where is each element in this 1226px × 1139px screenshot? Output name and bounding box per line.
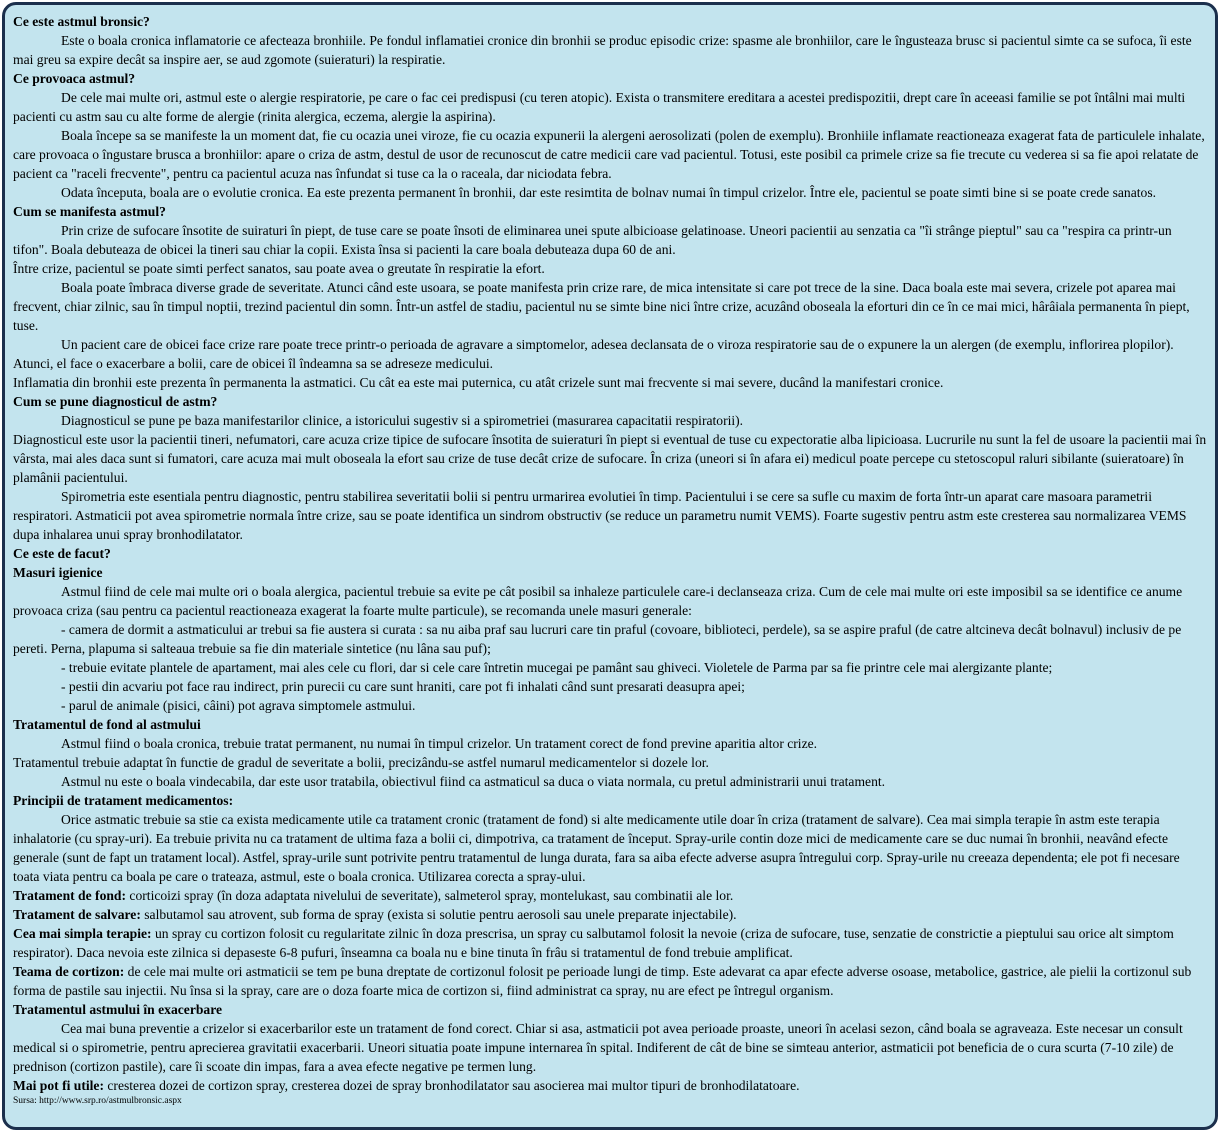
section-heading: Ce este de facut? xyxy=(13,546,111,561)
paragraph-label: Cea mai simpla terapie: xyxy=(13,926,152,941)
section-heading: Principii de tratament medicamentos: xyxy=(13,793,234,808)
paragraph: Cea mai buna preventie a crizelor si exacerbarilor este un tratament de fond corect. Chiar si asa, astmaticii pot avea perioade proaste, uneori în acelasi sezon, când boala se agraveaza. Este necesar un consult medical si o spirometrie, pentru aprecierea gravitatii exacerbarii. Uneori situatia poate impune internarea în spital. Indiferent de cât de bine se simteau anterior, astmaticii pot beneficia de o cura scurta (7-10 zile) de prednison (cortizon pastile), care îi scoate din impas, fara a avea efecte negative pe termen lung. xyxy=(13,1021,1183,1074)
paragraph: - camera de dormit a astmaticului ar trebui sa fie austera si curata : sa nu aiba praf sau lucruri care tin praful (covoare, biblioteci, perdele), sa se aspire praful (de catre altcineva decât bolnavul) inclusiv de pe pereti. Perna, plapuma si salteaua trebuie sa fie din materiale sintetice (nu lâna sau puf); xyxy=(13,622,1182,656)
paragraph: Astmul nu este o boala vindecabila, dar este usor tratabila, obiectivul fiind ca astmaticul sa duca o viata normala, cu pretul administrarii unui tratament. xyxy=(61,774,886,789)
section-heading: Tratamentul de fond al astmului xyxy=(13,717,201,732)
section-heading: Tratamentul astmului în exacerbare xyxy=(13,1002,223,1017)
paragraph: Este o boala cronica inflamatorie ce afecteaza bronhiile. Pe fondul inflamatiei cronice din bronhii se produc episodic crize: spasme ale bronhiilor, care le îngusteaza brusc si pacientul simte ca se sufoca, îi este mai greu sa expire decât sa inspire aer, se aud zgomote (suieraturi) la respiratie. xyxy=(13,33,1192,67)
paragraph-text: un spray cu cortizon folosit cu regularitate zilnic în doza prescrisa, un spray cu salbutamol folosit la nevoie (criza de sufocare, tuse, senzatie de constrictie a pieptului sau orice alt simptom respirator). Daca nevoia este zilnica si depaseste 6-8 pufuri, înseamna ca boala nu e bine tinuta în frâu si tratamentul de fond trebuie amplificat. xyxy=(13,926,1174,960)
paragraph-text: corticoizi spray (în doza adaptata nivelului de severitate), salmeterol spray, montelukast, sau combinatii ale lor. xyxy=(126,888,734,903)
section-heading: Masuri igienice xyxy=(13,565,103,580)
section-heading: Ce este astmul bronsic? xyxy=(13,14,150,29)
labeled-paragraph xyxy=(13,924,1208,962)
section-heading: Ce provoaca astmul? xyxy=(13,71,136,86)
paragraph-label: Tratament de salvare: xyxy=(13,907,141,922)
paragraph: Un pacient care de obicei face crize rare poate trece printr-o perioada de agravare a simptomelor, adesea declansata de o viroza respiratorie sau de o expunere la un alergen (de exemplu, inflorirea plopilor). Atunci, el face o exacerbare a bolii, care de obicei îl îndeamna sa se adreseze medicului. xyxy=(13,337,1174,371)
paragraph-label: Teama de cortizon: xyxy=(13,964,125,979)
paragraph: Tratamentul trebuie adaptat în functie de gradul de severitate a bolii, precizându-se astfel numarul medicamentelor si dozele lor. xyxy=(13,755,709,770)
paragraph: Odata începuta, boala are o evolutie cronica. Ea este prezenta permanent în bronhii, dar este resimtita de bolnav numai în timpul crizelor. Între ele, pacientul se poate simti bine si se poate crede sanatos. xyxy=(61,185,1157,200)
article-panel xyxy=(2,2,1218,1130)
paragraph: - parul de animale (pisici, câini) pot agrava simptomele astmului. xyxy=(61,698,416,713)
paragraph: Astmul fiind o boala cronica, trebuie tratat permanent, nu numai în timpul crizelor. Un tratament corect de fond previne aparitia altor crize. xyxy=(61,736,818,751)
source-note: Sursa: http://www.srp.ro/astmulbronsic.aspx xyxy=(13,1096,182,1106)
paragraph: Diagnosticul este usor la pacientii tineri, nefumatori, care acuza crize tipice de sufocare însotita de suieraturi în piept si eventual de tuse cu expectoratie alba lipicioasa. Lucrurile nu sunt la fel de usoare la pacientii mai în vârsta, mai ales daca sunt si fumatori, care acuza mai mult oboseala la efort sau crize de tuse decât crize de sufocare. În criza (uneori si în afara ei) medicul poate percepe cu stetoscopul raluri sibilante (suieratoare) în plamânii pacientului. xyxy=(13,432,1207,485)
section-heading: Cum se pune diagnosticul de astm? xyxy=(13,394,218,409)
paragraph: De cele mai multe ori, astmul este o alergie respiratorie, pe care o fac cei predispusi (cu teren atopic). Exista o transmitere ereditara a acestei predispozitii, drept care în aceeasi familie se pot întâlni mai multi pacienti cu astm sau cu alte forme de alergie (rinita alergica, eczema, alergie la aspirina). xyxy=(13,90,1186,124)
paragraph: - pestii din acvariu pot face rau indirect, prin purecii cu care sunt hraniti, care pot fi inhalati când sunt presarati deasupra apei; xyxy=(61,679,745,694)
paragraph: Prin crize de sufocare însotite de suiraturi în piept, de tuse care se poate însoti de eliminarea unei spute albicioase gelatinoase. Uneori pacientii au senzatia ca "îi strânge pieptul" sau ca "respira ca printr-un tifon". Boala debuteaza de obicei la tineri sau chiar la copii. Exista însa si pacienti la care boala debuteaza dupa 60 de ani. xyxy=(13,223,1172,257)
labeled-paragraph xyxy=(13,1076,1208,1095)
paragraph-label: Tratament de fond: xyxy=(13,888,127,903)
paragraph: Inflamatia din bronhii este prezenta în permanenta la astmatici. Cu cât ea este mai puternica, cu atât crizele sunt mai frecvente si mai severe, ducând la manifestari cronice. xyxy=(13,375,944,390)
labeled-paragraph xyxy=(13,905,1208,924)
paragraph-text: de cele mai multe ori astmaticii se tem pe buna dreptate de cortizonul folosit pe perioade lungi de timp. Este adevarat ca apar efecte adverse osoase, metabolice, gastrice, ale pielii la cortizonul sub forma de pastile sau injectii. Nu însa si la spray, care are o doza foarte mica de cortizon si, fiind administrat ca spray, nu are efect pe întregul organism. xyxy=(13,964,1192,998)
paragraph: Spirometria este esentiala pentru diagnostic, pentru stabilirea severitatii bolii si pentru urmarirea evolutiei în timp. Pacientului i se cere sa sufle cu maxim de forta într-un aparat care masoara parametrii respiratori. Astmaticii pot avea spirometrie normala între crize, sau se poate identifica un sindrom obstructiv (se reduce un parametru numit VEMS). Foarte sugestiv pentru astm este cresterea sau normalizarea VEMS dupa inhalarea unui spray bronhodilatator. xyxy=(13,489,1187,542)
paragraph: Diagnosticul se pune pe baza manifestarilor clinice, a istoricului sugestiv si a spirometriei (masurarea capacitatii respiratorii). xyxy=(61,413,744,428)
paragraph: Boala poate îmbraca diverse grade de severitate. Atunci când este usoara, se poate manifesta prin crize rare, de mica intensitate si care pot trece de la sine. Daca boala este mai severa, crizele pot aparea mai frecvent, chiar zilnic, sau în timpul noptii, trezind pacientul din somn. Într-un astfel de stadiu, pacientul nu se simte bine nici între crize, acuzând oboseala la eforturi din ce în ce mai mici, hârâiala permanenta în piept, tuse. xyxy=(13,280,1190,333)
paragraph-label: Mai pot fi utile: xyxy=(13,1078,104,1093)
paragraph: - trebuie evitate plantele de apartament, mai ales cele cu flori, dar si cele care întretin mucegai pe pamânt sau ghiveci. Violetele de Parma par sa fie printre cele mai alergizante plante; xyxy=(61,660,1053,675)
paragraph: Orice astmatic trebuie sa stie ca exista medicamente utile ca tratament cronic (tratament de fond) si alte medicamente utile doar în criza (tratament de salvare). Cea mai simpla terapie în astm este terapia inhalatorie (cu spray-uri). Ea trebuie privita nu ca tratament de ultima faza a bolii ci, dimpotriva, ca tratament de început. Spray-urile contin doze mici de medicamente care se duc numai în bronhii, neavând efecte generale (sunt de fapt un tratament local). Astfel, spray-urile sunt potrivite pentru tratamentul de lunga durata, fara sa aiba efecte adverse asupra întregului corp. Spray-urile nu creeaza dependenta; ele pot fi necesare toata viata pentru ca boala pe care o trateaza, astmul, este o boala cronica. Utilizarea corecta a spray-ului. xyxy=(13,812,1180,884)
labeled-paragraph xyxy=(13,886,1208,905)
section-heading: Cum se manifesta astmul? xyxy=(13,204,166,219)
paragraph-text: cresterea dozei de cortizon spray, cresterea dozei de spray bronhodilatator sau asocierea mai multor tipuri de bronhodilatatoare. xyxy=(104,1078,800,1093)
paragraph: Astmul fiind de cele mai multe ori o boala alergica, pacientul trebuie sa evite pe cât posibil sa inhaleze particulele care-i declanseaza criza. Cum de cele mai multe ori este imposibil sa se identifice ce anume provoaca criza (sau pentru ca pacientul reactioneaza exagerat la foarte multe particule), se recomanda unele masuri generale: xyxy=(13,584,1183,618)
labeled-paragraph xyxy=(13,962,1208,1000)
paragraph-text: salbutamol sau atrovent, sub forma de spray (exista si solutie pentru aerosoli sau unele preparate injectabile). xyxy=(140,907,737,922)
paragraph: Boala începe sa se manifeste la un moment dat, fie cu ocazia unei viroze, fie cu ocazia expunerii la alergeni aerosolizati (polen de exemplu). Bronhiile inflamate reactioneaza exagerat fata de particulele inhalate, care provoaca o îngustare brusca a bronhiilor: apare o criza de astm, destul de usor de recunoscut de catre medicii care vad pacientul. Totusi, este posibil ca primele crize sa fie trecute cu vederea si sa fie apoi relatate de pacient ca "raceli frecvente", pentru ca pacientul acuza nas înfundat si tuse ca la o raceala, dar niciodata febra. xyxy=(13,128,1205,181)
paragraph: Între crize, pacientul se poate simti perfect sanatos, sau poate avea o greutate în respiratie la efort. xyxy=(13,261,545,276)
